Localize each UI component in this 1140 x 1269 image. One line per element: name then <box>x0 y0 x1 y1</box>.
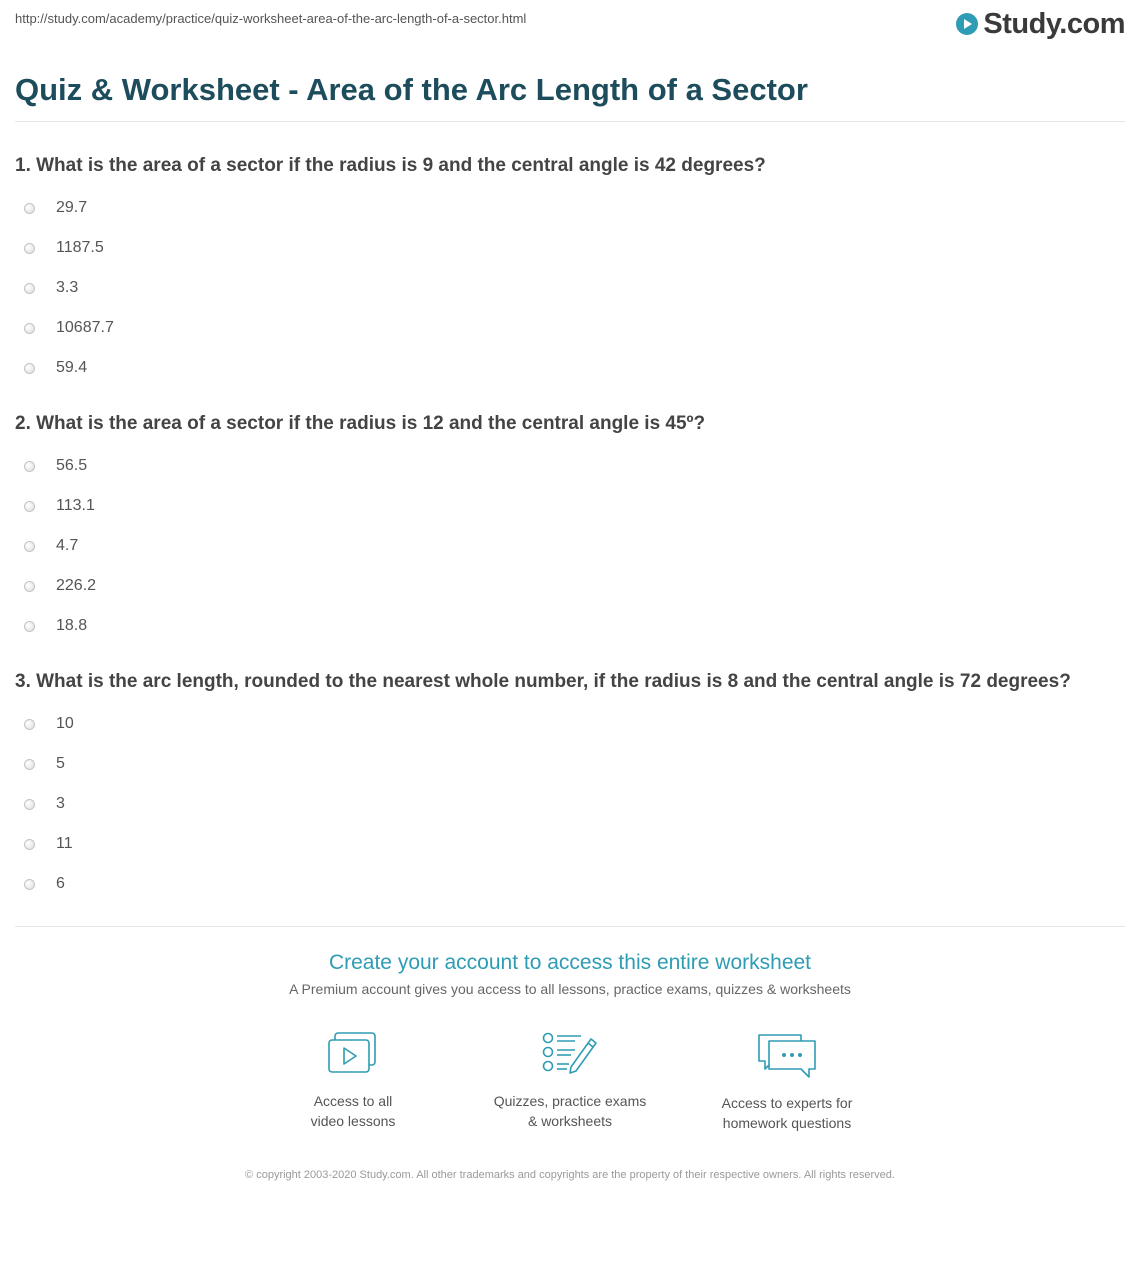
video-lessons-icon <box>245 1031 462 1077</box>
page-title: Quiz & Worksheet - Area of the Arc Length of a Sector <box>15 72 808 107</box>
chat-bubbles-icon <box>679 1031 896 1079</box>
study-logo[interactable] <box>955 6 1125 42</box>
answer-label: 18.8 <box>56 617 88 634</box>
top-bar <box>15 0 1125 46</box>
answer-label: 4.7 <box>56 537 79 554</box>
answer-label: 59.4 <box>56 359 88 376</box>
feature-label: Access to experts for homework questions <box>721 1095 853 1131</box>
question-block <box>15 152 1125 388</box>
feature-quizzes <box>462 1031 679 1133</box>
play-circle-icon <box>955 12 979 36</box>
answer-option[interactable] <box>15 446 1125 486</box>
logo-text: Study.com <box>983 7 1125 40</box>
answer-option[interactable] <box>15 268 1125 308</box>
feature-video-lessons <box>245 1031 462 1133</box>
question-text: 3. What is the arc length, rounded to the nearest whole number, if the radius is 8 and the central angle is 72 degrees? <box>15 671 1071 692</box>
answer-radio[interactable] <box>24 203 35 214</box>
answer-label: 3.3 <box>56 279 79 296</box>
answer-label: 5 <box>56 755 65 772</box>
worksheet-page <box>15 0 1125 1184</box>
question-list <box>15 122 1125 904</box>
answer-radio[interactable] <box>24 243 35 254</box>
answer-label: 1187.5 <box>56 239 104 256</box>
answer-radio[interactable] <box>24 363 35 374</box>
answer-option[interactable] <box>15 526 1125 566</box>
answer-radio[interactable] <box>24 541 35 552</box>
answer-radio[interactable] <box>24 879 35 890</box>
answer-label: 6 <box>56 875 65 892</box>
answer-label: 11 <box>56 835 73 852</box>
signup-promo <box>15 927 1125 1133</box>
feature-label: Access to all video lessons <box>310 1093 396 1129</box>
answer-option[interactable] <box>15 566 1125 606</box>
answer-label: 10687.7 <box>56 319 114 336</box>
answer-label: 10 <box>56 715 74 732</box>
promo-subtitle: A Premium account gives you access to all lessons, practice exams, quizzes & worksheets <box>289 981 851 997</box>
question-block <box>15 668 1125 904</box>
answer-option[interactable] <box>15 704 1125 744</box>
copyright-footer: © copyright 2003-2020 Study.com. All other trademarks and copyrights are the property of their respective owners. All rights reserved. <box>245 1169 895 1181</box>
answer-label: 3 <box>56 795 65 812</box>
feature-experts <box>679 1031 896 1133</box>
answer-option[interactable] <box>15 744 1125 784</box>
answer-radio[interactable] <box>24 759 35 770</box>
answer-radio[interactable] <box>24 621 35 632</box>
answer-radio[interactable] <box>24 323 35 334</box>
question-text: 1. What is the area of a sector if the radius is 9 and the central angle is 42 degrees? <box>15 155 766 176</box>
question-text: 2. What is the area of a sector if the radius is 12 and the central angle is 45º? <box>15 413 706 434</box>
answer-radio[interactable] <box>24 581 35 592</box>
question-block <box>15 410 1125 646</box>
answer-option[interactable] <box>15 864 1125 904</box>
feature-label: Quizzes, practice exams & worksheets <box>493 1093 647 1129</box>
quiz-checklist-icon <box>462 1031 679 1077</box>
answer-radio[interactable] <box>24 283 35 294</box>
answer-option[interactable] <box>15 486 1125 526</box>
promo-title-link[interactable]: Create your account to access this entire worksheet <box>328 951 812 974</box>
answer-label: 113.1 <box>56 497 95 514</box>
answer-option[interactable] <box>15 348 1125 388</box>
answer-label: 226.2 <box>56 577 97 594</box>
feature-list <box>15 1031 1125 1133</box>
answer-radio[interactable] <box>24 799 35 810</box>
answer-option[interactable] <box>15 784 1125 824</box>
answer-radio[interactable] <box>24 719 35 730</box>
page-url: http://study.com/academy/practice/quiz-worksheet-area-of-the-arc-length-of-a-sector.html <box>15 11 527 26</box>
answer-option[interactable] <box>15 228 1125 268</box>
answer-option[interactable] <box>15 188 1125 228</box>
answer-option[interactable] <box>15 308 1125 348</box>
answer-label: 29.7 <box>56 199 88 216</box>
answer-label: 56.5 <box>56 457 88 474</box>
answer-radio[interactable] <box>24 839 35 850</box>
answer-option[interactable] <box>15 824 1125 864</box>
answer-radio[interactable] <box>24 501 35 512</box>
answer-radio[interactable] <box>24 461 35 472</box>
answer-option[interactable] <box>15 606 1125 646</box>
